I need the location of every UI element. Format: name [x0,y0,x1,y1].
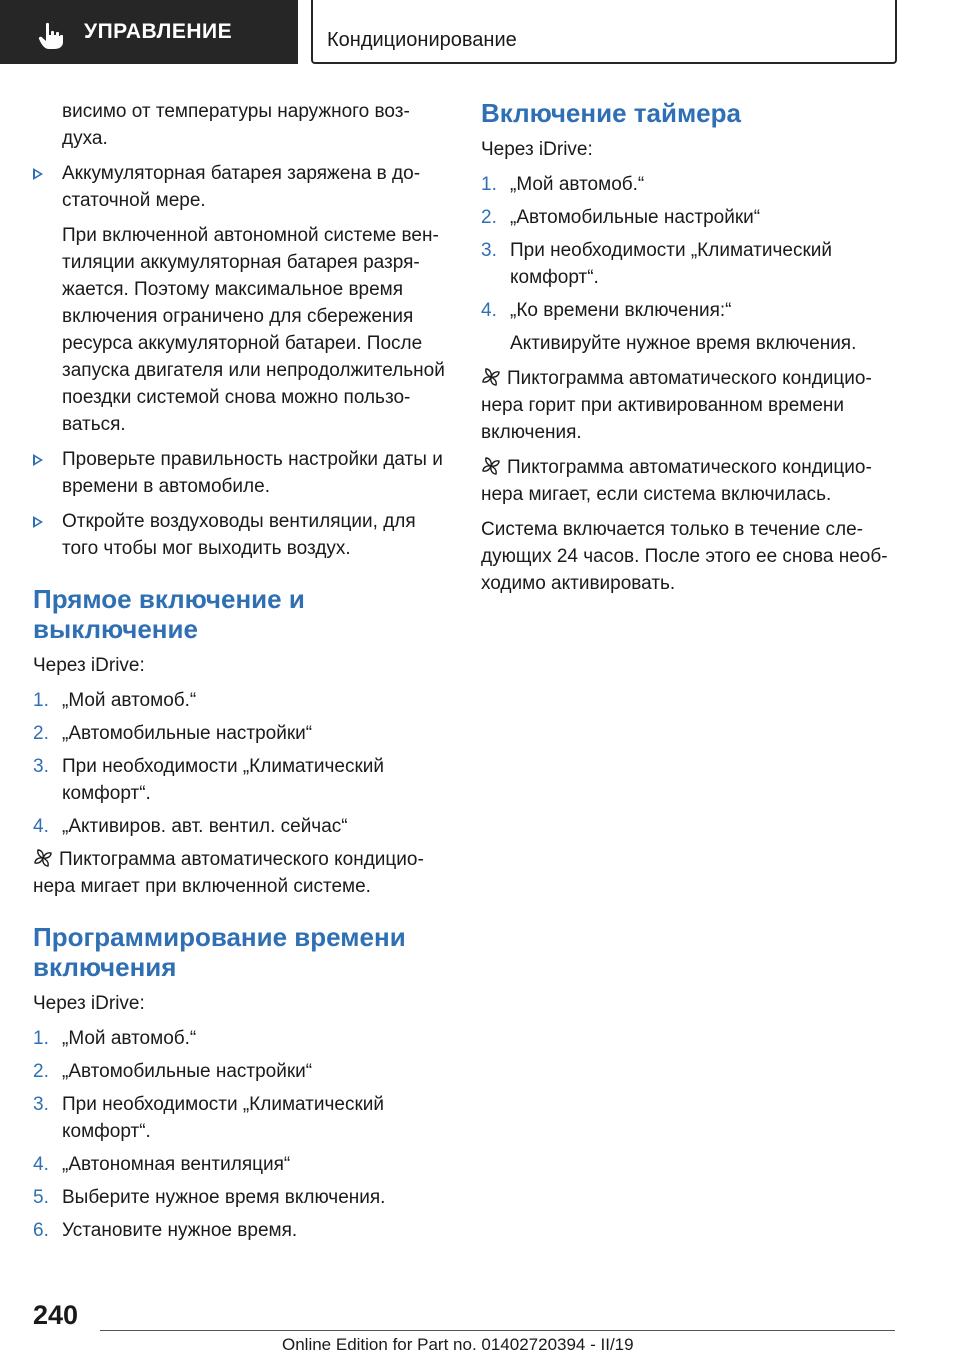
step-text: Выберите нужное время включения. [62,1187,386,1208]
step-number: 1. [481,174,497,195]
footer-edition: Online Edition for Part no. 01402720394 - II/19 [282,1335,634,1354]
bullet-text: Аккумуляторная батарея заряжена в до-статочной мере. [62,163,421,211]
chapter-tab-label: Кондиционирование [327,29,517,51]
page-number: 240 [33,1300,79,1330]
list-item [481,237,891,291]
step-text: При необходимости „Климатический комфорт“. [510,240,832,288]
step-number: 4. [33,816,49,837]
section-tab[interactable] [0,0,298,64]
triangle-bullet-icon [33,516,43,528]
step-text: „Автомобильные настройки“ [62,723,313,744]
footer-divider [100,1330,895,1331]
step-text: „Мой автомоб.“ [62,690,197,711]
bullet-item [33,446,448,500]
fan-note-text: Пиктограмма автоматического кондицио-нера горит при активированном времени включения. [481,368,872,443]
list-item [33,720,448,747]
fan-note-text: Пиктограмма автоматического кондицио-нера мигает, если система включилась. [481,457,872,505]
final-paragraph: Система включается только в течение сле-дующих 24 часов. После этого ее снова необ-ходимо активировать. [481,519,888,594]
step-number: 4. [481,300,497,321]
list-item [33,753,448,807]
page-header [0,0,960,66]
bullet-text: Откройте воздуховоды вентиляции, для того чтобы мог выходить воздух. [62,511,416,559]
step-number: 3. [33,756,49,777]
step-detail: Активируйте нужное время включения. [510,333,857,354]
list-item [33,1058,448,1085]
list-item [481,171,891,198]
triangle-bullet-icon [33,168,43,180]
fan-icon [481,367,501,387]
step-number: 4. [33,1154,49,1175]
right-column [481,98,891,605]
step-text: „Ко времени включения:“ [510,300,732,321]
chapter-tab[interactable] [311,0,897,64]
step-text: „Автомобильные настройки“ [510,207,761,228]
fan-note-text: Пиктограмма автоматического кондицио-нера мигает при включенной системе. [33,849,424,897]
fan-note [481,454,891,508]
step-text: „Мой автомоб.“ [510,174,645,195]
list-item [33,1151,448,1178]
step-text: „Автономная вентиляция“ [62,1154,291,1175]
step-number: 5. [33,1187,49,1208]
section-heading-direct: Прямое включение и выключение [33,584,305,644]
step-text: „Автомобильные настройки“ [62,1061,313,1082]
hand-pointer-icon [38,22,64,50]
step-number: 2. [33,723,49,744]
list-item [33,1091,448,1145]
fan-icon [481,456,501,476]
steps-list-program [33,1025,448,1244]
bullet-text: Проверьте правильность настройки даты и времени в автомобиле. [62,449,443,497]
step-number: 3. [33,1094,49,1115]
step-text: „Мой автомоб.“ [62,1028,197,1049]
step-text: При необходимости „Климатический комфорт“. [62,756,384,804]
fan-note [33,846,448,900]
list-item [33,1025,448,1052]
steps-list-direct [33,687,448,840]
intro-continuation: висимо от температуры наружного воз-духа. [62,101,410,149]
step-text: При необходимости „Климатический комфорт“. [62,1094,384,1142]
list-item [481,297,891,324]
step-text: Установите нужное время. [62,1220,298,1241]
step-number: 2. [33,1061,49,1082]
step-number: 2. [481,207,497,228]
list-item [481,204,891,231]
section-heading-program: Программирование времени включения [33,922,406,982]
triangle-bullet-icon [33,454,43,466]
fan-icon [33,848,53,868]
step-number: 6. [33,1220,49,1241]
fan-note [481,365,891,446]
via-idrive: Через iDrive: [33,993,145,1014]
list-item [33,1217,448,1244]
step-text: „Активиров. авт. вентил. сейчас“ [62,816,348,837]
step-number: 3. [481,240,497,261]
bullet-item [33,160,448,214]
via-idrive: Через iDrive: [33,655,145,676]
list-item [33,1184,448,1211]
list-item [33,813,448,840]
bullet-detail: При включенной автономной системе вен-тиляции аккумуляторная батарея разря-жается. Поэтому максимальное время включения ограничено для сбережения ресурса аккумуляторной батареи. После запуска двигателя или непродолжительной поездки системой снова можно пользо-ваться. [62,225,445,435]
steps-list-timer [481,171,891,324]
step-number: 1. [33,1028,49,1049]
via-idrive: Через iDrive: [481,139,593,160]
step-number: 1. [33,690,49,711]
list-item [33,687,448,714]
left-column [33,98,448,1250]
section-heading-timer: Включение таймера [481,98,741,128]
bullet-item [33,508,448,562]
section-tab-label: УПРАВЛЕНИЕ [84,20,233,43]
